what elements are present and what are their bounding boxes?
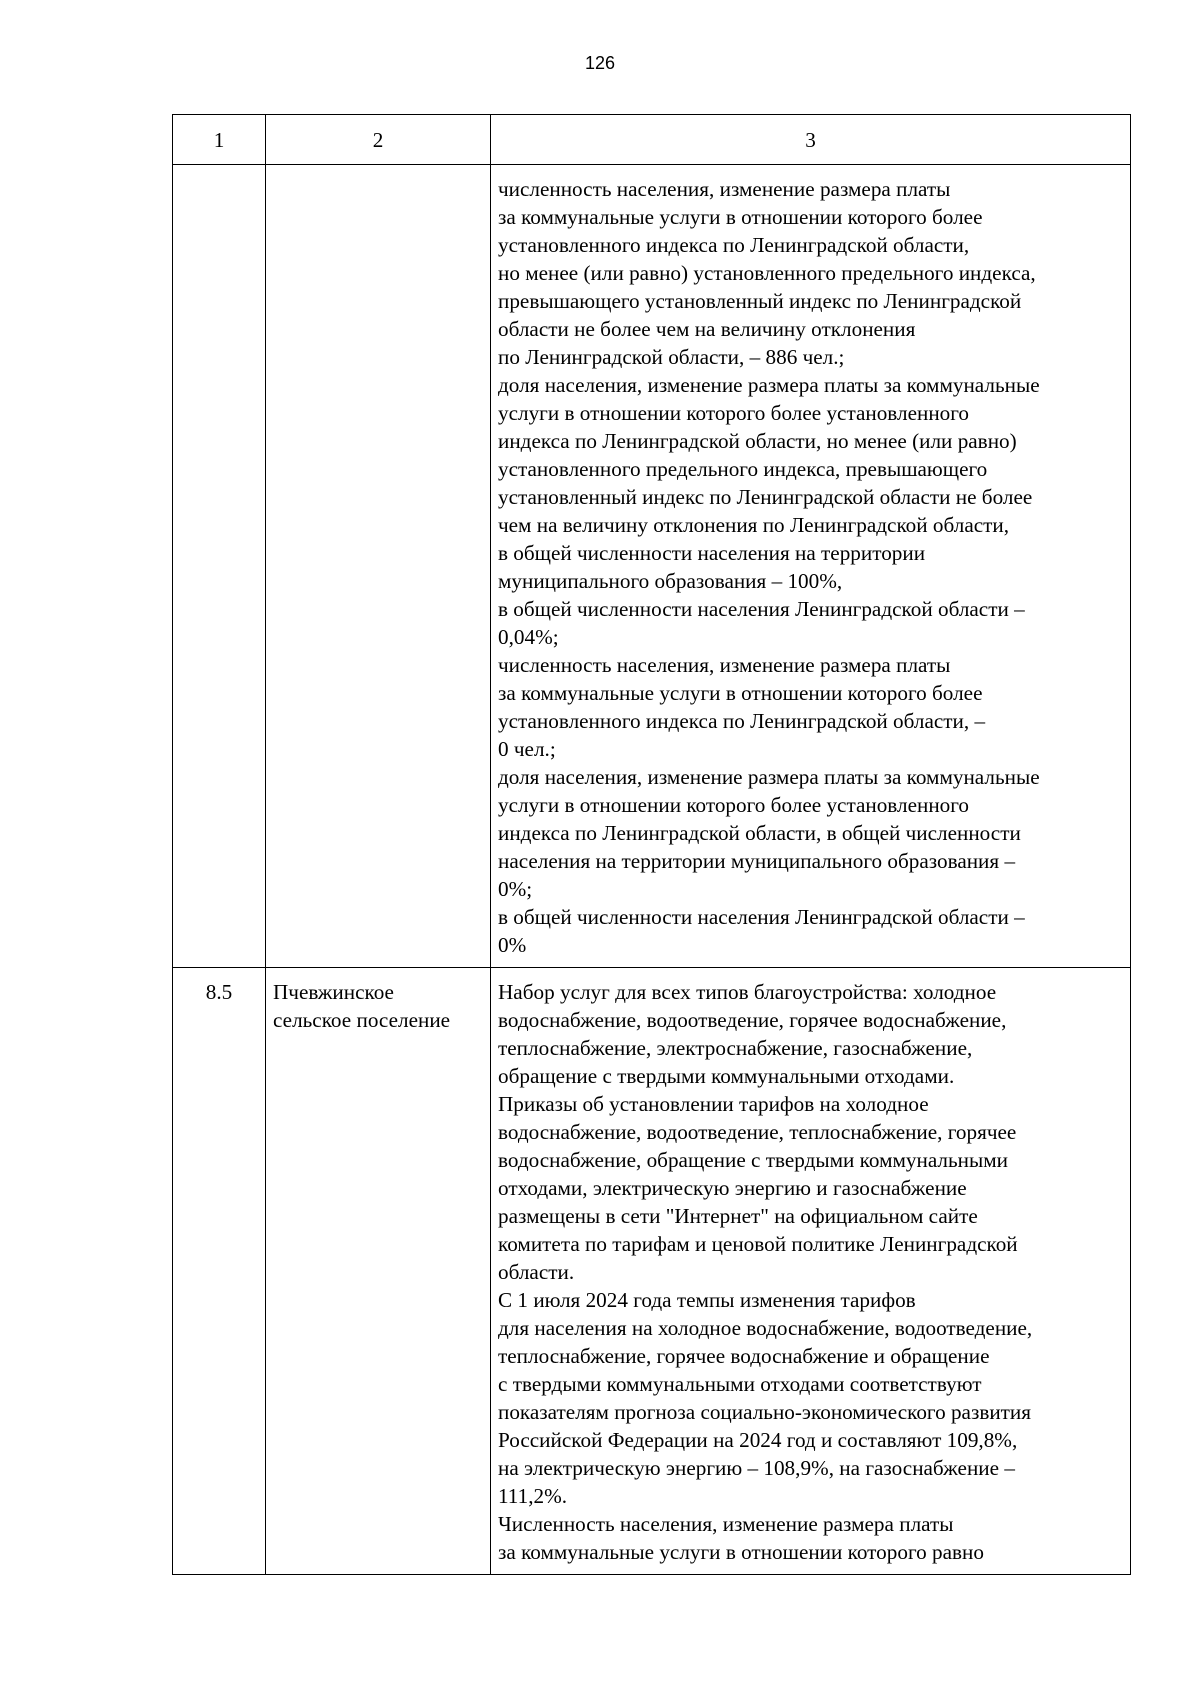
description-line: С 1 июля 2024 года темпы изменения тарифов	[498, 1288, 916, 1312]
description-line: показателям прогноза социально-экономического развития	[498, 1400, 1032, 1424]
description-line: индекса по Ленинградской области, но менее (или равно)	[498, 429, 1017, 453]
description-line: Российской Федерации на 2024 год и составляют 109,8%,	[498, 1428, 1018, 1452]
description-line: превышающего установленный индекс по Ленинградской	[498, 289, 1022, 313]
description-line: 0%;	[498, 877, 533, 901]
row-number: 8.5	[205, 980, 233, 1004]
description-line: комитета по тарифам и ценовой политике Ленинградской	[498, 1232, 1018, 1256]
table-header-row	[173, 115, 1131, 165]
description-line: на электрическую энергию – 108,9%, на газоснабжение –	[498, 1456, 1015, 1480]
row-description-text	[491, 165, 1130, 967]
description-line: 0 чел.;	[498, 737, 556, 761]
description-line: области.	[498, 1260, 575, 1284]
description-line: водоснабжение, обращение с твердыми коммунальными	[498, 1148, 1008, 1172]
header-col-3: 3	[491, 115, 1131, 165]
description-line: Численность населения, изменение размера платы	[498, 1512, 954, 1536]
description-line: водоснабжение, водоотведение, горячее водоснабжение,	[498, 1008, 1007, 1032]
description-line: населения на территории муниципального образования –	[498, 849, 1016, 873]
page-number: 126	[584, 53, 616, 73]
description-line: водоснабжение, водоотведение, теплоснабжение, горячее	[498, 1120, 1017, 1144]
settlement-name	[266, 968, 490, 1042]
row-name-cell	[266, 165, 491, 968]
description-line: Набор услуг для всех типов благоустройства: холодное	[498, 980, 997, 1004]
description-line: теплоснабжение, горячее водоснабжение и обращение	[498, 1344, 990, 1368]
description-line: по Ленинградской области, – 886 чел.;	[498, 345, 845, 369]
description-line: в общей численности населения Ленинградской области –	[498, 905, 1025, 929]
description-line: услуги в отношении которого более установленного	[498, 401, 970, 425]
row-number-cell	[173, 165, 266, 968]
description-line: теплоснабжение, электроснабжение, газоснабжение,	[498, 1036, 973, 1060]
description-line: 111,2%.	[498, 1484, 568, 1508]
description-line: за коммунальные услуги в отношении которого более	[498, 205, 983, 229]
description-line: 0%	[498, 933, 527, 957]
tariff-table	[172, 114, 1131, 1575]
description-line: численность населения, изменение размера платы	[498, 653, 951, 677]
settlement-name-line: Пчевжинское	[273, 980, 394, 1004]
table-row-8-5	[173, 968, 1131, 1575]
description-line: с твердыми коммунальными отходами соответствуют	[498, 1372, 982, 1396]
description-line: за коммунальные услуги в отношении которого более	[498, 681, 983, 705]
description-line: услуги в отношении которого более установленного	[498, 793, 970, 817]
description-line: установленного индекса по Ленинградской области, –	[498, 709, 986, 733]
row-description-cell	[491, 968, 1131, 1575]
description-line: чем на величину отклонения по Ленинградской области,	[498, 513, 1010, 537]
description-line: муниципального образования – 100%,	[498, 569, 843, 593]
description-line: отходами, электрическую энергию и газоснабжение	[498, 1176, 967, 1200]
description-line: численность населения, изменение размера платы	[498, 177, 951, 201]
description-line: но менее (или равно) установленного предельного индекса,	[498, 261, 1036, 285]
row-description-cell	[491, 165, 1131, 968]
description-line: индекса по Ленинградской области, в общей численности	[498, 821, 1021, 845]
description-line: области не более чем на величину отклонения	[498, 317, 916, 341]
description-line: в общей численности населения на территории	[498, 541, 926, 565]
header-col-2: 2	[266, 115, 491, 165]
description-line: доля населения, изменение размера платы за коммунальные	[498, 765, 1040, 789]
description-line: 0,04%;	[498, 625, 559, 649]
description-line: установленного индекса по Ленинградской области,	[498, 233, 970, 257]
description-line: за коммунальные услуги в отношении которого равно	[498, 1540, 984, 1564]
description-line: для населения на холодное водоснабжение, водоотведение,	[498, 1316, 1033, 1340]
description-line: обращение с твердыми коммунальными отходами.	[498, 1064, 955, 1088]
description-line: доля населения, изменение размера платы за коммунальные	[498, 373, 1040, 397]
table-row-continuation	[173, 165, 1131, 968]
description-line: установленного предельного индекса, превышающего	[498, 457, 988, 481]
row-number-cell	[173, 968, 266, 1575]
settlement-name-line: сельское поселение	[273, 1008, 451, 1032]
row-name-cell	[266, 968, 491, 1575]
description-line: Приказы об установлении тарифов на холодное	[498, 1092, 929, 1116]
row-description-text	[491, 968, 1130, 1574]
description-line: в общей численности населения Ленинградской области –	[498, 597, 1025, 621]
description-line: размещены в сети "Интернет" на официальном сайте	[498, 1204, 978, 1228]
description-line: установленный индекс по Ленинградской области не более	[498, 485, 1033, 509]
header-col-1: 1	[173, 115, 266, 165]
